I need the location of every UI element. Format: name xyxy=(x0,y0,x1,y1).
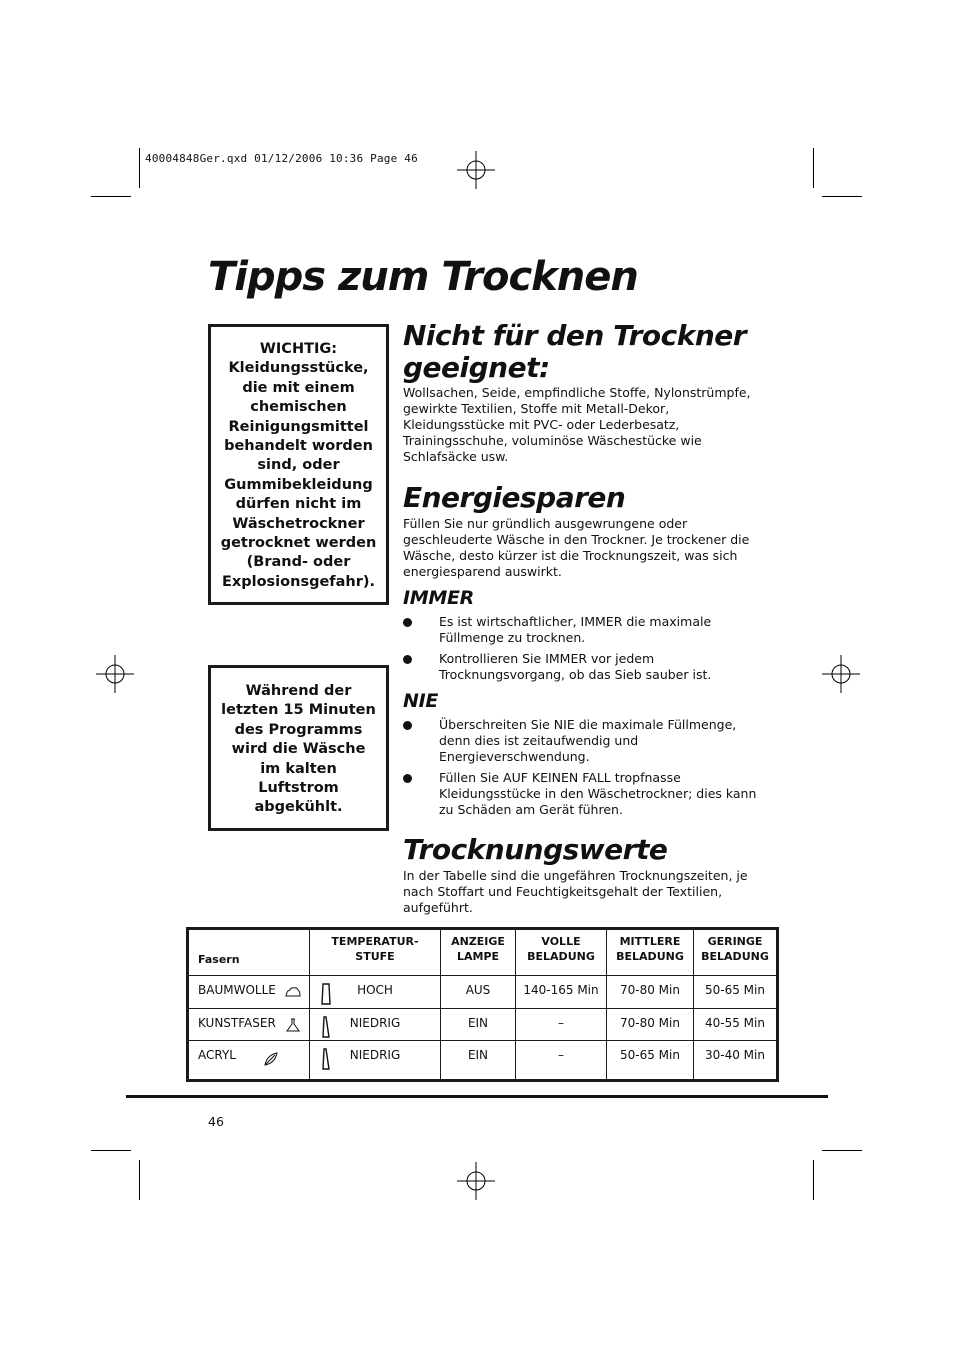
crop-mark xyxy=(91,1150,131,1151)
temperature-low-icon xyxy=(320,1015,332,1039)
full-load-cell: – xyxy=(516,1009,607,1041)
cooling-line: Während der xyxy=(245,683,352,699)
not-suitable-text xyxy=(403,385,751,465)
registration-mark-icon xyxy=(822,655,860,693)
section-heading-not-suitable xyxy=(403,320,746,384)
warning-line: chemischen xyxy=(250,399,347,416)
text-line: Energieverschwendung. xyxy=(439,749,590,764)
full-load-cell: – xyxy=(516,1041,607,1081)
table-row xyxy=(188,976,778,1009)
text-line: zu Schäden am Gerät führen. xyxy=(439,802,623,817)
text-line: Überschreiten Sie NIE die maximale Füllmenge, xyxy=(439,717,737,732)
cooling-line: des Programms xyxy=(234,721,363,738)
fiber-cell: KUNSTFASER xyxy=(188,1009,310,1041)
bullet-icon xyxy=(403,721,412,730)
full-load-cell: 140-165 Min xyxy=(516,976,607,1009)
lamp-cell: EIN xyxy=(441,1041,516,1081)
temperature-cell: HOCH xyxy=(310,976,441,1009)
column-header-medium-load: MITTLERE BELADUNG xyxy=(607,929,694,976)
warning-box xyxy=(208,324,389,605)
text-line: Kontrollieren Sie IMMER vor jedem xyxy=(439,651,655,666)
registration-mark-icon xyxy=(457,151,495,189)
warning-line: Kleidungsstücke, xyxy=(228,360,369,377)
warning-line: (Brand- oder xyxy=(246,554,351,571)
low-load-cell: 40-55 Min xyxy=(694,1009,778,1041)
warning-line: Reinigungsmittel xyxy=(228,418,369,435)
energy-text xyxy=(403,516,749,580)
column-header-full-load: VOLLE BELADUNG xyxy=(516,929,607,976)
fiber-cell: BAUMWOLLE xyxy=(188,976,310,1009)
subheading-always: IMMER xyxy=(403,587,474,609)
text-line: energiesparend auswirkt. xyxy=(403,564,562,579)
subheading-never: NIE xyxy=(403,690,439,712)
text-line: Füllmenge zu trocknen. xyxy=(439,630,586,645)
text-line: Trainingsschuhe, voluminöse Wäschestücke wie xyxy=(403,433,702,448)
text-line: Es ist wirtschaftlicher, IMMER die maximale xyxy=(439,614,712,629)
text-line: Trocknungsvorgang, ob das Sieb sauber ist. xyxy=(439,667,712,682)
page-number: 46 xyxy=(208,1114,224,1129)
fiber-cell: ACRYL xyxy=(188,1041,310,1081)
warning-line: Explosionsgefahr). xyxy=(221,573,375,590)
registration-mark-icon xyxy=(96,655,134,693)
text-line: Wäsche, desto kürzer ist die Trocknungszeit, was sich xyxy=(403,548,738,563)
crop-mark xyxy=(91,196,131,197)
cotton-icon xyxy=(285,984,301,1000)
column-header-fibers: Fasern xyxy=(188,929,310,976)
page-title: Tipps zum Trocknen xyxy=(208,254,638,300)
text-line: geschleuderte Wäsche in den Trockner. Je trockener die xyxy=(403,532,750,547)
acrylic-icon xyxy=(263,1051,279,1067)
cooling-line: wird die Wäsche xyxy=(231,741,366,758)
warning-line: die mit einem xyxy=(242,379,355,396)
medium-load-cell: 70-80 Min xyxy=(607,1009,694,1041)
table-header-row xyxy=(188,929,778,976)
crop-mark xyxy=(822,196,862,197)
heading-line: Nicht für den Trockner xyxy=(403,319,747,352)
text-line: In der Tabelle sind die ungefähren Trocknungszeiten, je xyxy=(403,868,748,883)
warning-line: sind, oder xyxy=(257,457,340,474)
print-slug: 40004848Ger.qxd 01/12/2006 10:36 Page 46 xyxy=(145,152,418,165)
table-row xyxy=(188,1041,778,1081)
text-line: denn dies ist zeitaufwendig und xyxy=(439,733,639,748)
registration-mark-icon xyxy=(457,1162,495,1200)
column-header-lamp: ANZEIGE LAMPE xyxy=(441,929,516,976)
crop-mark xyxy=(813,148,814,188)
cooling-line: letzten 15 Minuten xyxy=(221,702,376,719)
bullet-icon xyxy=(403,774,412,783)
section-heading-energy: Energiesparen xyxy=(403,481,626,514)
text-line: aufgeführt. xyxy=(403,900,473,915)
warning-line: behandelt worden xyxy=(224,438,373,455)
footer-rule xyxy=(126,1095,828,1098)
cooling-line: Luftstrom xyxy=(258,780,339,797)
text-line: nach Stoffart und Feuchtigkeitsgehalt der Textilien, xyxy=(403,884,723,899)
section-heading-values: Trocknungswerte xyxy=(403,833,668,866)
cooling-line: im kalten xyxy=(260,760,337,777)
values-text xyxy=(403,868,748,916)
column-header-temperature: TEMPERATUR- STUFE xyxy=(310,929,441,976)
text-line: Wollsachen, Seide, empfindliche Stoffe, Nylonstrümpfe, xyxy=(403,385,751,400)
drying-times-table xyxy=(186,927,779,1082)
warning-line: getrocknet werden xyxy=(220,535,377,552)
column-header-low-load: GERINGE BELADUNG xyxy=(694,929,778,976)
warning-line: Gummibekleidung xyxy=(224,476,373,493)
lamp-cell: AUS xyxy=(441,976,516,1009)
temperature-high-icon xyxy=(320,982,332,1006)
heading-line: geeignet: xyxy=(403,351,550,384)
synthetic-icon xyxy=(285,1017,301,1033)
bullet-icon xyxy=(403,655,412,664)
cooling-line: abgekühlt. xyxy=(254,799,343,816)
text-line: Füllen Sie AUF KEINEN FALL tropfnasse xyxy=(439,770,681,785)
crop-mark xyxy=(813,1160,814,1200)
bullet-icon xyxy=(403,618,412,627)
warning-line: WICHTIG: xyxy=(259,341,338,357)
low-load-cell: 30-40 Min xyxy=(694,1041,778,1081)
cooling-info-box xyxy=(208,665,389,831)
text-line: Kleidungsstücke mit PVC- oder Lederbesatz, xyxy=(403,417,680,432)
table-row xyxy=(188,1009,778,1041)
medium-load-cell: 70-80 Min xyxy=(607,976,694,1009)
low-load-cell: 50-65 Min xyxy=(694,976,778,1009)
temperature-cell: NIEDRIG xyxy=(310,1009,441,1041)
crop-mark xyxy=(139,148,140,188)
text-line: Füllen Sie nur gründlich ausgewrungene oder xyxy=(403,516,688,531)
lamp-cell: EIN xyxy=(441,1009,516,1041)
text-line: Kleidungsstücke in den Wäschetrockner; dies kann xyxy=(439,786,757,801)
temperature-cell: NIEDRIG xyxy=(310,1041,441,1081)
crop-mark xyxy=(139,1160,140,1200)
text-line: gewirkte Textilien, Stoffe mit Metall-Dekor, xyxy=(403,401,670,416)
temperature-low-icon xyxy=(320,1047,332,1071)
text-line: Schlafsäcke usw. xyxy=(403,449,509,464)
medium-load-cell: 50-65 Min xyxy=(607,1041,694,1081)
warning-line: dürfen nicht im xyxy=(235,496,362,513)
crop-mark xyxy=(822,1150,862,1151)
warning-line: Wäschetrockner xyxy=(232,515,365,532)
